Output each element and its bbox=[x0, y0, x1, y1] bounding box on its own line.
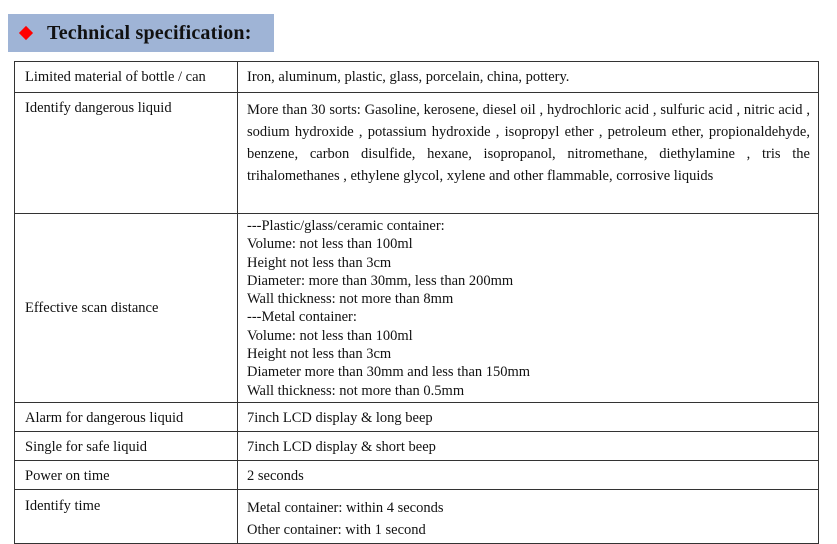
scan-line: Diameter more than 30mm and less than 150mm bbox=[247, 364, 531, 381]
scan-line: Wall thickness: not more than 8mm bbox=[247, 291, 454, 308]
scan-line: ---Plastic/glass/ceramic container: bbox=[247, 218, 445, 234]
section-title: Technical specification: bbox=[47, 21, 252, 44]
row-label: Alarm for dangerous liquid bbox=[15, 402, 238, 431]
table-row bbox=[15, 93, 819, 214]
row-value bbox=[238, 214, 819, 403]
row-label: Limited material of bottle / can bbox=[15, 62, 238, 93]
scan-line: Wall thickness: not more than 0.5mm bbox=[247, 382, 465, 399]
spec-table bbox=[14, 61, 819, 544]
row-label: Identify time bbox=[15, 489, 238, 543]
table-row bbox=[15, 489, 819, 543]
section-header bbox=[8, 14, 274, 52]
row-value: 7inch LCD display & long beep bbox=[238, 402, 819, 431]
row-label: Power on time bbox=[15, 460, 238, 489]
table-row bbox=[15, 62, 819, 93]
scan-line: ---Metal container: bbox=[247, 309, 357, 326]
row-value: Iron, aluminum, plastic, glass, porcelain, china, pottery. bbox=[238, 62, 819, 93]
row-label: Single for safe liquid bbox=[15, 431, 238, 460]
diamond-icon bbox=[19, 26, 33, 40]
table-row bbox=[15, 214, 819, 403]
table-row bbox=[15, 402, 819, 431]
scan-line: Volume: not less than 100ml bbox=[247, 236, 413, 253]
identify-line: Other container: with 1 second bbox=[247, 521, 426, 538]
row-value: 7inch LCD display & short beep bbox=[238, 431, 819, 460]
table-row bbox=[15, 460, 819, 489]
row-label: Effective scan distance bbox=[15, 214, 238, 403]
row-value: 2 seconds bbox=[238, 460, 819, 489]
row-value bbox=[238, 489, 819, 543]
scan-line: Height not less than 3cm bbox=[247, 346, 392, 363]
row-value: More than 30 sorts: Gasoline, kerosene, diesel oil , hydrochloric acid , sulfuric acid , nitric acid , sodium hydroxide , potassium hydroxide , isopropyl ether , petroleum ether, propionaldehyde, benzene, carbon disulfide, hexane, isopropanol, nitromethane, diethylamine , tris the trihalomethanes , ethylene glycol, xylene and other flammable, corrosive liquids bbox=[238, 93, 819, 214]
scan-line: Volume: not less than 100ml bbox=[247, 327, 413, 344]
row-label: Identify dangerous liquid bbox=[15, 93, 238, 214]
scan-line: Diameter: more than 30mm, less than 200mm bbox=[247, 272, 514, 289]
identify-line: Metal container: within 4 seconds bbox=[247, 499, 444, 516]
scan-line: Height not less than 3cm bbox=[247, 254, 392, 271]
table-row bbox=[15, 431, 819, 460]
